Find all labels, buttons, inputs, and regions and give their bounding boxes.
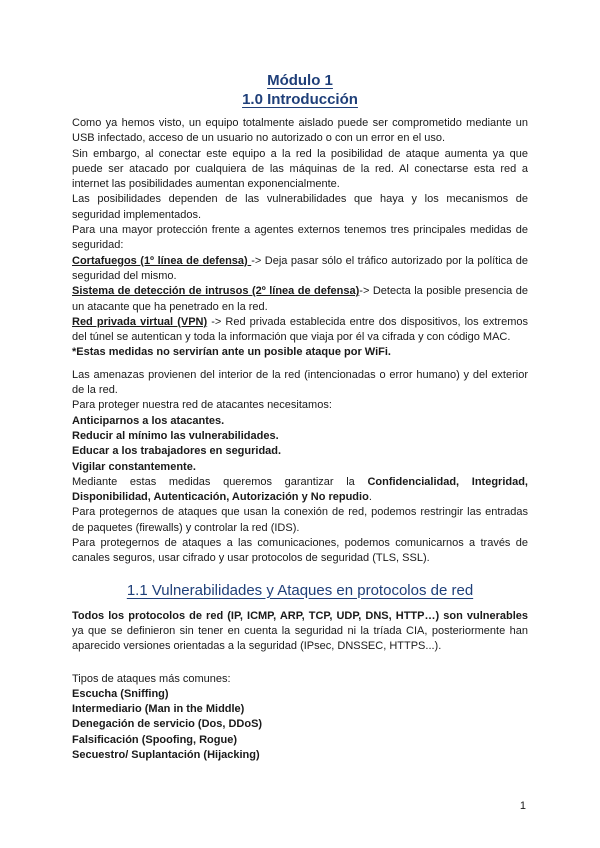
measure-firewall — [72, 254, 528, 285]
need-item-3: Educar a los trabajadores en seguridad. — [72, 445, 282, 458]
need-item-4: Vigilar constantemente. — [72, 460, 196, 473]
attack-item-4: Falsificación (Spoofing, Rogue) — [72, 733, 237, 746]
measure-ids — [72, 284, 528, 315]
paragraph-10 — [72, 609, 528, 655]
paragraph-9: Para protegernos de ataques a las comunicaciones, podemos comunicarnos a través de canales seguros, usar cifrado y usar protocolos de seguridad (TLS, SSL). — [72, 537, 528, 565]
paragraph-8: Para protegernos de ataques que usan la conexión de red, podemos restringir las entradas de paquetes (firewalls) y controlar la red (IDS). — [72, 506, 528, 534]
measure-vpn — [72, 315, 528, 346]
paragraph-1: Como ya hemos visto, un equipo totalmente aislado puede ser comprometido mediante un USB infectado, acceso de un usuario no autorizado o con un error en el uso. — [72, 117, 528, 145]
measure-firewall-term: Cortafuegos (1º línea de defensa) — [72, 254, 252, 267]
measure-vpn-text: -> Red privada establecida entre dos dispositivos, los extremos del túnel se autentican y toda la información que viaja por él va cifrada y con código MAC. — [72, 315, 528, 344]
attack-item-1: Escucha (Sniffing) — [72, 687, 169, 700]
paragraph-10-bold: Todos los protocolos de red (IP, ICMP, ARP, TCP, UDP, DNS, HTTP…) son vulnerables — [72, 609, 528, 622]
module-title: Módulo 1 — [267, 72, 333, 89]
intro-heading: 1.0 Introducción — [242, 91, 358, 108]
wifi-note: *Estas medidas no servirían ante un posible ataque por WiFi. — [72, 346, 391, 359]
section-heading: 1.1 Vulnerabilidades y Ataques en protocolos de red — [126, 581, 474, 599]
paragraph-7 — [72, 475, 528, 506]
measure-firewall-text: -> Deja pasar sólo el tráfico autorizado por la política de seguridad del mismo. — [72, 254, 528, 282]
paragraph-3: Las posibilidades dependen de las vulnerabilidades que haya y los mecanismos de seguridad implementados. — [72, 193, 528, 221]
attack-item-5: Secuestro/ Suplantación (Hijacking) — [72, 748, 260, 761]
measure-ids-term: Sistema de detección de intrusos (2º línea de defensa) — [72, 285, 360, 298]
paragraph-7-pre: Mediante estas medidas queremos garantizar la — [72, 475, 368, 488]
paragraph-10-text: ya que se definieron sin tener en cuenta la seguridad ni la tríada CIA, posteriormente han aparecido versiones orientadas a la seguridad (IPsec, DNSSEC, HTTPS...). — [72, 624, 528, 653]
paragraph-7-post: . — [368, 491, 372, 504]
need-item-1: Anticiparnos a los atacantes. — [72, 414, 225, 427]
paragraph-5: Las amenazas provienen del interior de la red (intencionadas o error humano) y del exterior de la red. — [72, 368, 528, 397]
paragraph-2: Sin embargo, al conectar este equipo a la red la posibilidad de ataque aumenta ya que puede ser atacado por cualquiera de las máquinas de la red. Al conectarse esta red a internet las posibilidades aumentan exponencialmente. — [72, 147, 528, 191]
attacks-intro: Tipos de ataques más comunes: — [72, 672, 231, 685]
measure-vpn-term: Red privada virtual (VPN) — [72, 315, 208, 328]
attack-item-3: Denegación de servicio (Dos, DDoS) — [72, 718, 263, 731]
page-number: 1 — [519, 800, 526, 812]
paragraph-6: Para proteger nuestra red de atacantes necesitamos: — [72, 399, 332, 412]
attack-item-2: Intermediario (Man in the Middle) — [72, 703, 245, 716]
need-item-2: Reducir al mínimo las vulnerabilidades. — [72, 429, 279, 442]
measure-ids-text: -> Detecta la posible presencia de un atacante que ha penetrado en la red. — [72, 285, 528, 313]
paragraph-4: Para una mayor protección frente a agentes externos tenemos tres principales medidas de seguridad: — [72, 224, 528, 252]
paragraph-7-bold: Confidencialidad, Integridad, Disponibilidad, Autenticación, Autorización y No repudio — [72, 475, 528, 504]
